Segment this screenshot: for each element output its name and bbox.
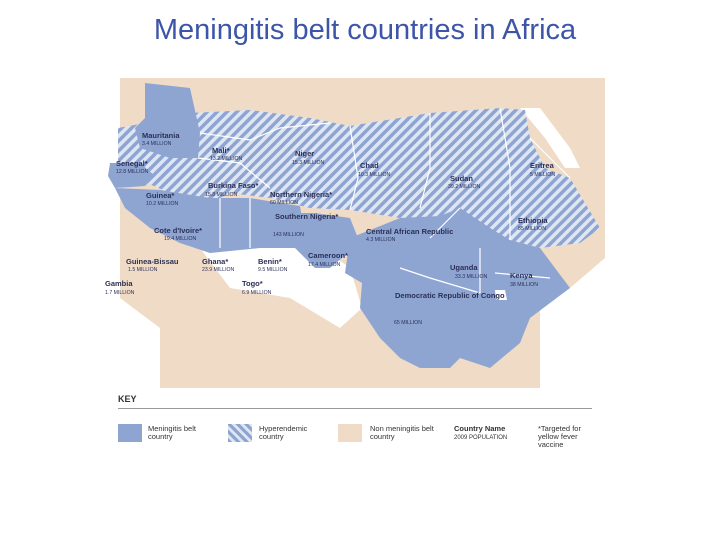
pop-senegal: 12.8 MILLION [116,169,149,175]
label-mali: Mali* [212,146,230,155]
pop-kenya: 38 MILLION [510,282,538,288]
pop-southern-nigeria: 143 MILLION [273,232,304,238]
label-benin: Benin* [258,257,282,266]
pop-chad: 10.3 MILLION [358,172,391,178]
pop-burkina-faso: 15.8 MILLION [205,192,238,198]
pop-guinea: 10.2 MILLION [146,201,179,207]
pop-cameroon: 17.4 MILLION [308,262,341,268]
pop-benin: 9.5 MILLION [258,267,288,273]
pop-mauritania: 3.4 MILLION [142,141,172,147]
key-title: KEY [118,394,137,404]
label-southern-nigeria: Southern Nigeria* [275,212,339,221]
label-niger: Niger [295,149,315,158]
key-name-header: Country Name [454,424,506,433]
key-divider [118,408,592,409]
pop-dr-congo: 65 MILLION [394,320,422,326]
label-senegal: Senegal* [116,159,148,168]
key-targeted-label: *Targeted for yellow fever vaccine [538,424,581,449]
swatch-belt [118,424,142,442]
pop-niger: 15.3 MILLION [292,160,325,166]
label-gambia: Gambia [105,279,133,288]
label-mauritania: Mauritania [142,131,180,140]
label-ethiopia: Ethiopia [518,216,548,225]
key-hyper-label: Hyperendemic country [259,424,308,441]
pop-northern-nigeria: 60 MILLION [270,200,298,206]
label-guinea: Guinea* [146,191,175,200]
label-sudan: Sudan [450,174,473,183]
pop-mali: 13.2 MILLION [210,156,243,162]
label-northern-nigeria: Northern Nigeria* [270,190,333,199]
swatch-non-meningitis [338,424,362,442]
pop-gambia: 1.7 MILLION [105,290,135,296]
pop-guinea-bissau: 1.5 MILLION [128,267,158,273]
key-belt-label: Meningitis belt country [148,424,196,441]
pop-central-african-republic: 4.3 MILLION [366,237,396,243]
label-central-african-republic: Central African Republic [366,227,454,236]
swatch-hyperendemic [228,424,252,442]
label-uganda: Uganda [450,263,478,272]
pop-cote-divoire: 19.4 MILLION [164,236,197,242]
africa-map [100,68,610,388]
pop-ghana: 23.9 MILLION [202,267,235,273]
label-cameroon: Cameroon* [308,251,349,260]
pop-eritrea: 5 MILLION [530,172,556,178]
key-name-sub: 2009 POPULATION [454,435,508,441]
key-non-label: Non meningitis belt country [370,424,434,441]
label-guinea-bissau: Guinea-Bissau [126,257,179,266]
label-togo: Togo* [242,279,263,288]
label-dr-congo: Democratic Republic of Congo [395,291,505,300]
label-cote-divoire: Cote d'Ivoire* [154,226,203,235]
map-title: Meningitis belt countries in Africa [153,14,577,46]
map-key [118,394,592,454]
label-kenya: Kenya [510,271,533,280]
label-ghana: Ghana* [202,257,229,266]
pop-sudan: 39.2 MILLION [448,184,481,190]
key-country-name [454,425,534,442]
pop-togo: 6.9 MILLION [242,290,272,296]
label-chad: Chad [360,161,379,170]
label-burkina-faso: Burkina Faso* [208,181,259,190]
pop-ethiopia: 85 MILLION [518,226,546,232]
pop-uganda: 33.3 MILLION [455,274,488,280]
label-eritrea: Eritrea [530,161,554,170]
